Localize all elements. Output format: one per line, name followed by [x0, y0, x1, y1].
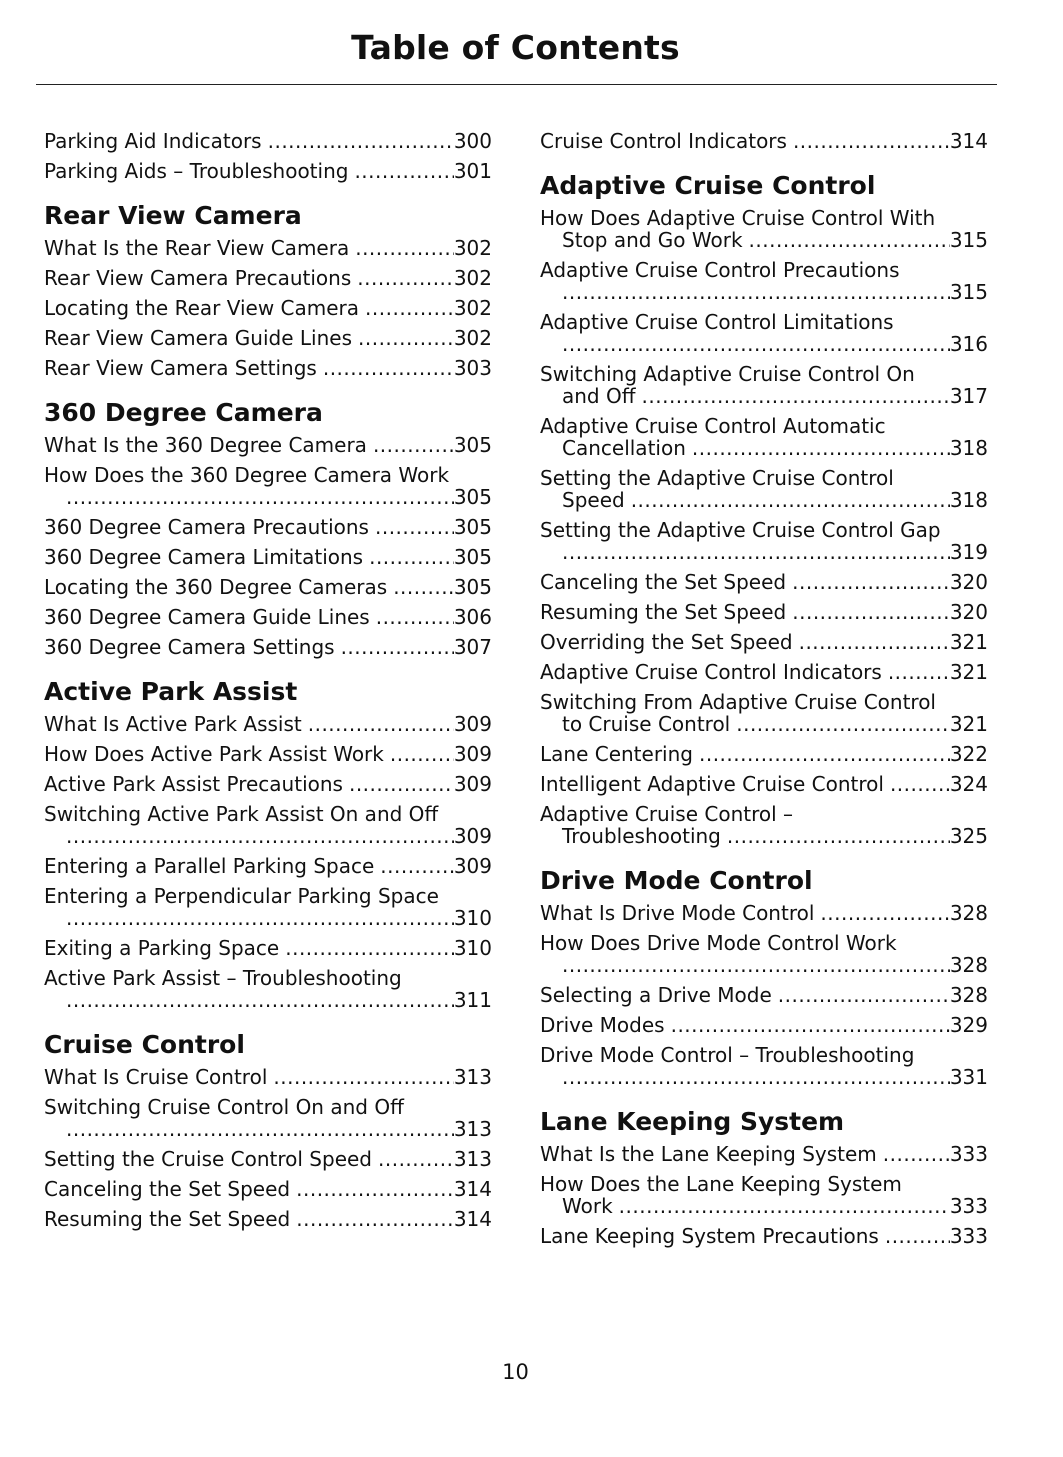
entry-page-number: 318	[949, 488, 988, 512]
dot-leader	[820, 902, 949, 924]
entry-title: What Is Active Park Assist	[44, 712, 302, 736]
dot-leader	[376, 606, 454, 628]
toc-entry[interactable]	[540, 691, 988, 735]
toc-entry[interactable]	[44, 160, 492, 182]
toc-entry[interactable]	[540, 415, 988, 459]
entry-continuation	[540, 1195, 988, 1217]
dot-leader	[323, 357, 454, 379]
entry-title: 360 Degree Camera Settings	[44, 635, 335, 659]
entry-title: Lane Keeping System Precautions	[540, 1224, 879, 1248]
entry-page-number: 322	[949, 742, 988, 766]
entry-page-number: 305	[453, 485, 492, 509]
entry-title: Rear View Camera Guide Lines	[44, 326, 352, 350]
entry-page-number: 305	[453, 515, 492, 539]
dot-leader	[799, 631, 950, 653]
entry-title: Exiting a Parking Space	[44, 936, 280, 960]
entry-continuation	[540, 954, 988, 976]
toc-entry[interactable]	[540, 984, 988, 1006]
entry-page-number: 309	[453, 854, 492, 878]
dot-leader	[792, 601, 950, 623]
section-heading-lane-keeping-system: Lane Keeping System	[540, 1107, 845, 1136]
toc-entry[interactable]	[44, 937, 492, 959]
toc-entry[interactable]	[540, 773, 988, 795]
entry-title-continued: Speed	[562, 488, 625, 512]
toc-entry[interactable]	[44, 773, 492, 795]
entry-page-number: 301	[453, 159, 492, 183]
entry-title: Entering a Perpendicular Parking Space	[44, 884, 439, 908]
entry-continuation	[540, 1066, 988, 1088]
toc-entry[interactable]	[44, 327, 492, 349]
entry-title: Switching Cruise Control On and Off	[44, 1095, 404, 1119]
entry-page-number: 321	[949, 630, 988, 654]
dot-leader	[393, 576, 454, 598]
entry-page-number: 320	[949, 600, 988, 624]
entry-title: Canceling the Set Speed	[540, 570, 787, 594]
entry-title-continued: Work	[562, 1194, 613, 1218]
entry-page-number: 317	[949, 384, 988, 408]
entry-title: How Does Adaptive Cruise Control With	[540, 206, 936, 230]
entry-page-number: 321	[949, 660, 988, 684]
toc-entry[interactable]	[540, 311, 988, 355]
entry-page-number: 302	[453, 266, 492, 290]
entry-continuation	[540, 541, 988, 563]
toc-entry[interactable]	[540, 631, 988, 653]
dot-leader	[562, 281, 950, 303]
entry-continuation	[540, 229, 988, 251]
entry-page-number: 303	[453, 356, 492, 380]
entry-title: Setting the Adaptive Cruise Control Gap	[540, 518, 941, 542]
entry-title-continued: Troubleshooting	[562, 824, 721, 848]
entry-title: Lane Centering	[540, 742, 693, 766]
entry-page-number: 314	[949, 129, 988, 153]
toc-entry[interactable]	[44, 434, 492, 456]
dot-leader	[341, 636, 454, 658]
entry-page-number: 318	[949, 436, 988, 460]
entry-page-number: 305	[453, 575, 492, 599]
dot-leader	[778, 984, 950, 1006]
toc-entry[interactable]	[540, 1014, 988, 1036]
dot-leader	[692, 437, 950, 459]
entry-page-number: 302	[453, 296, 492, 320]
toc-entry[interactable]	[540, 1173, 988, 1217]
dot-leader	[66, 486, 454, 508]
dot-leader	[885, 1225, 950, 1247]
entry-page-number: 306	[453, 605, 492, 629]
toc-entry[interactable]	[540, 207, 988, 251]
entry-title: What Is the 360 Degree Camera	[44, 433, 367, 457]
toc-entry[interactable]	[540, 519, 988, 563]
dot-leader	[749, 229, 950, 251]
toc-entry[interactable]	[44, 357, 492, 379]
entry-title-continued: Stop and Go Work	[562, 228, 743, 252]
entry-continuation	[44, 907, 492, 929]
entry-page-number: 328	[949, 953, 988, 977]
section-heading-rear-view-camera: Rear View Camera	[44, 201, 302, 230]
toc-entry[interactable]	[44, 606, 492, 628]
entry-title: Entering a Parallel Parking Space	[44, 854, 375, 878]
entry-page-number: 333	[949, 1224, 988, 1248]
entry-title: Canceling the Set Speed	[44, 1177, 291, 1201]
toc-entry[interactable]	[44, 967, 492, 1011]
entry-continuation	[44, 989, 492, 1011]
entry-title: Switching Active Park Assist On and Off	[44, 802, 439, 826]
dot-leader	[373, 434, 454, 456]
dot-leader	[365, 297, 454, 319]
entry-title: Switching Adaptive Cruise Control On	[540, 362, 915, 386]
toc-entry[interactable]	[44, 855, 492, 877]
toc-entry[interactable]	[44, 464, 492, 508]
dot-leader	[380, 855, 454, 877]
entry-page-number: 328	[949, 901, 988, 925]
toc-entry[interactable]	[540, 661, 988, 683]
entry-title: Adaptive Cruise Control Precautions	[540, 258, 900, 282]
toc-entry[interactable]	[540, 803, 988, 847]
entry-page-number: 309	[453, 824, 492, 848]
entry-title: Active Park Assist Precautions	[44, 772, 343, 796]
entry-page-number: 319	[949, 540, 988, 564]
toc-entry[interactable]	[540, 363, 988, 407]
dot-leader	[66, 825, 454, 847]
toc-entry[interactable]	[44, 636, 492, 658]
toc-entry[interactable]	[540, 571, 988, 593]
entry-page-number: 310	[453, 906, 492, 930]
entry-title: Adaptive Cruise Control Indicators	[540, 660, 882, 684]
dot-leader	[375, 516, 454, 538]
entry-page-number: 309	[453, 712, 492, 736]
toc-entry[interactable]	[540, 743, 988, 765]
entry-page-number: 313	[453, 1147, 492, 1171]
entry-page-number: 314	[453, 1177, 492, 1201]
entry-title: Active Park Assist – Troubleshooting	[44, 966, 402, 990]
dot-leader	[349, 773, 454, 795]
entry-page-number: 309	[453, 742, 492, 766]
toc-entry[interactable]	[540, 1044, 988, 1088]
toc-entry[interactable]	[44, 516, 492, 538]
entry-page-number: 321	[949, 712, 988, 736]
entry-page-number: 314	[453, 1207, 492, 1231]
entry-page-number: 300	[453, 129, 492, 153]
dot-leader	[562, 954, 950, 976]
entry-page-number: 313	[453, 1117, 492, 1141]
toc-entry[interactable]	[44, 1178, 492, 1200]
dot-leader	[358, 327, 454, 349]
dot-leader	[888, 661, 950, 683]
entry-title: Adaptive Cruise Control –	[540, 802, 794, 826]
entry-title: Resuming the Set Speed	[540, 600, 787, 624]
entry-title: Drive Mode Control – Troubleshooting	[540, 1043, 915, 1067]
toc-entry[interactable]	[44, 1148, 492, 1170]
toc-entry[interactable]	[540, 1143, 988, 1165]
dot-leader	[66, 907, 454, 929]
toc-entry[interactable]	[540, 259, 988, 303]
entry-continuation	[540, 333, 988, 355]
entry-page-number: 302	[453, 236, 492, 260]
entry-page-number: 324	[949, 772, 988, 796]
entry-title: How Does the Lane Keeping System	[540, 1172, 902, 1196]
dot-leader	[890, 773, 950, 795]
entry-title-continued: Cancellation	[562, 436, 686, 460]
entry-page-number: 328	[949, 983, 988, 1007]
toc-entry[interactable]	[44, 743, 492, 765]
dot-leader	[792, 571, 950, 593]
entry-title: Cruise Control Indicators	[540, 129, 787, 153]
entry-continuation	[44, 825, 492, 847]
entry-title: Drive Modes	[540, 1013, 665, 1037]
dot-leader	[793, 130, 950, 152]
dot-leader	[390, 743, 454, 765]
dot-leader	[727, 825, 950, 847]
toc-entry[interactable]	[44, 297, 492, 319]
entry-title: Selecting a Drive Mode	[540, 983, 772, 1007]
toc-left-column	[44, 130, 492, 1238]
dot-leader	[631, 489, 950, 511]
entry-page-number: 315	[949, 280, 988, 304]
entry-page-number: 315	[949, 228, 988, 252]
toc-entry[interactable]	[44, 713, 492, 735]
toc-entry[interactable]	[44, 267, 492, 289]
title-divider	[36, 84, 997, 85]
entry-page-number: 329	[949, 1013, 988, 1037]
entry-continuation	[540, 825, 988, 847]
dot-leader	[308, 713, 454, 735]
section-heading-adaptive-cruise-control: Adaptive Cruise Control	[540, 171, 876, 200]
entry-continuation	[540, 385, 988, 407]
dot-leader	[66, 1118, 454, 1140]
dot-leader	[883, 1143, 950, 1165]
toc-entry[interactable]	[44, 1208, 492, 1230]
section-heading-active-park-assist: Active Park Assist	[44, 677, 298, 706]
entry-title: How Does the 360 Degree Camera Work	[44, 463, 450, 487]
dot-leader	[66, 989, 454, 1011]
entry-continuation	[540, 437, 988, 459]
dot-leader	[285, 937, 454, 959]
page-number: 10	[502, 1360, 529, 1384]
toc-entry[interactable]	[540, 902, 988, 924]
dot-leader	[699, 743, 950, 765]
entry-title: How Does Active Park Assist Work	[44, 742, 384, 766]
dot-leader	[273, 1066, 453, 1088]
entry-page-number: 320	[949, 570, 988, 594]
entry-continuation	[44, 486, 492, 508]
entry-title: Adaptive Cruise Control Automatic	[540, 414, 886, 438]
entry-title: What Is Drive Mode Control	[540, 901, 815, 925]
toc-entry[interactable]	[540, 932, 988, 976]
entry-title: Switching From Adaptive Cruise Control	[540, 690, 936, 714]
entry-page-number: 333	[949, 1194, 988, 1218]
entry-title: Parking Aids – Troubleshooting	[44, 159, 349, 183]
entry-page-number: 325	[949, 824, 988, 848]
entry-page-number: 307	[453, 635, 492, 659]
entry-title: Rear View Camera Settings	[44, 356, 317, 380]
entry-continuation	[44, 1118, 492, 1140]
entry-title: 360 Degree Camera Guide Lines	[44, 605, 370, 629]
entry-title: Intelligent Adaptive Cruise Control	[540, 772, 884, 796]
entry-page-number: 333	[949, 1142, 988, 1166]
dot-leader	[296, 1178, 454, 1200]
toc-entry[interactable]	[44, 237, 492, 259]
entry-title: Rear View Camera Precautions	[44, 266, 352, 290]
toc-entry[interactable]	[44, 1066, 492, 1088]
toc-entry[interactable]	[540, 467, 988, 511]
page-title: Table of Contents	[351, 28, 680, 67]
entry-title: 360 Degree Camera Precautions	[44, 515, 369, 539]
entry-title: Resuming the Set Speed	[44, 1207, 291, 1231]
section-heading-drive-mode-control: Drive Mode Control	[540, 866, 813, 895]
entry-title: Setting the Cruise Control Speed	[44, 1147, 372, 1171]
dot-leader	[378, 1148, 454, 1170]
entry-continuation	[540, 713, 988, 735]
entry-title: Setting the Adaptive Cruise Control	[540, 466, 894, 490]
entry-page-number: 316	[949, 332, 988, 356]
toc-entry[interactable]	[44, 803, 492, 847]
entry-title: What Is the Lane Keeping System	[540, 1142, 877, 1166]
entry-title: How Does Drive Mode Control Work	[540, 931, 897, 955]
entry-page-number: 302	[453, 326, 492, 350]
entry-page-number: 310	[453, 936, 492, 960]
entry-continuation	[540, 281, 988, 303]
toc-entry[interactable]	[44, 546, 492, 568]
entry-title: Parking Aid Indicators	[44, 129, 262, 153]
dot-leader	[268, 130, 454, 152]
section-heading-cruise-control: Cruise Control	[44, 1030, 245, 1059]
toc-entry[interactable]	[540, 130, 988, 152]
dot-leader	[562, 333, 950, 355]
entry-page-number: 311	[453, 988, 492, 1012]
entry-title: What Is the Rear View Camera	[44, 236, 350, 260]
entry-page-number: 313	[453, 1065, 492, 1089]
entry-page-number: 305	[453, 545, 492, 569]
dot-leader	[619, 1195, 950, 1217]
toc-entry[interactable]	[540, 1225, 988, 1247]
dot-leader	[671, 1014, 950, 1036]
dot-leader	[736, 713, 950, 735]
entry-title-continued: and Off	[562, 384, 636, 408]
dot-leader	[562, 541, 950, 563]
entry-title: Locating the 360 Degree Cameras	[44, 575, 388, 599]
entry-title: Locating the Rear View Camera	[44, 296, 360, 320]
toc-entry[interactable]	[540, 601, 988, 623]
entry-title: What Is Cruise Control	[44, 1065, 268, 1089]
dot-leader	[369, 546, 454, 568]
dot-leader	[354, 160, 453, 182]
section-heading-360-degree-camera: 360 Degree Camera	[44, 398, 323, 427]
dot-leader	[355, 237, 454, 259]
entry-title: Adaptive Cruise Control Limitations	[540, 310, 894, 334]
toc-entry[interactable]	[44, 885, 492, 929]
entry-title-continued: to Cruise Control	[562, 712, 731, 736]
entry-page-number: 305	[453, 433, 492, 457]
toc-entry[interactable]	[44, 576, 492, 598]
entry-page-number: 309	[453, 772, 492, 796]
toc-entry[interactable]	[44, 1096, 492, 1140]
dot-leader	[296, 1208, 454, 1230]
toc-right-column	[540, 130, 988, 1255]
entry-title: Overriding the Set Speed	[540, 630, 793, 654]
dot-leader	[562, 1066, 950, 1088]
dot-leader	[642, 385, 950, 407]
dot-leader	[357, 267, 454, 289]
entry-continuation	[540, 489, 988, 511]
entry-page-number: 331	[949, 1065, 988, 1089]
entry-title: 360 Degree Camera Limitations	[44, 545, 364, 569]
toc-entry[interactable]	[44, 130, 492, 152]
